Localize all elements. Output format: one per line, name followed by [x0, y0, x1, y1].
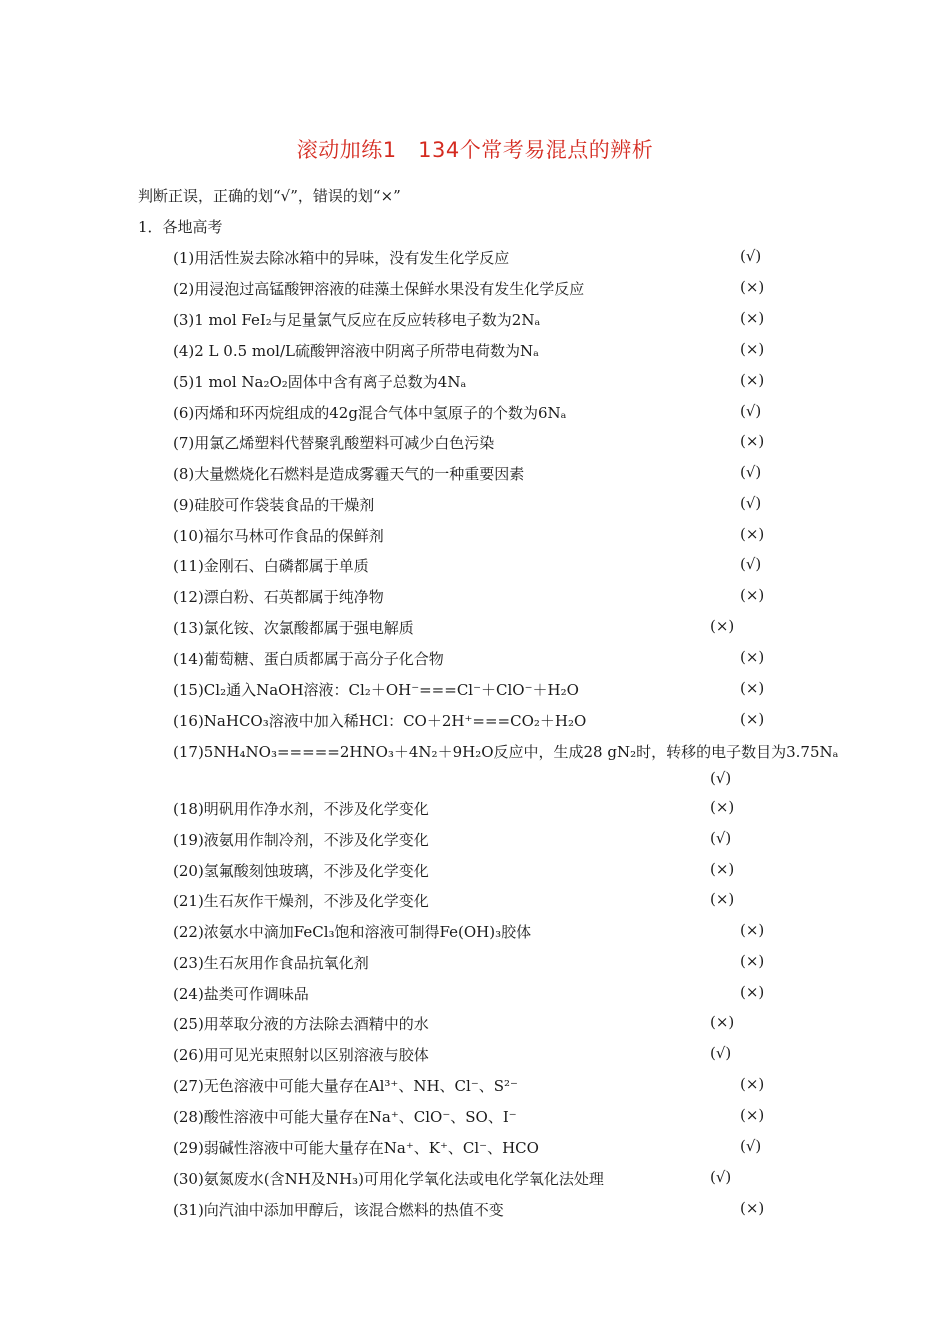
question-item: (1)用活性炭去除冰箱中的异味，没有发生化学反应 [173, 249, 510, 267]
answer-mark: (×) [740, 952, 765, 970]
question-item: (20)氢氟酸刻蚀玻璃，不涉及化学变化 [173, 862, 429, 880]
answer-mark: (√) [710, 769, 732, 787]
question-item: (14)葡萄糖、蛋白质都属于高分子化合物 [173, 650, 444, 668]
answer-mark: (√) [740, 555, 762, 573]
question-item: (15)Cl₂通入NaOH溶液：Cl₂＋OH⁻===Cl⁻＋ClO⁻＋H₂O [173, 681, 579, 699]
page-title: 滚动加练1 134个常考易混点的辨析 [296, 138, 654, 162]
question-item: (2)用浸泡过高锰酸钾溶液的硅藻土保鲜水果没有发生化学反应 [173, 280, 585, 298]
answer-mark: (×) [740, 648, 765, 666]
question-item: (5)1 mol Na₂O₂固体中含有离子总数为4Nₐ [173, 373, 467, 391]
answer-mark: (√) [710, 829, 732, 847]
question-item: (26)用可见光束照射以区别溶液与胶体 [173, 1046, 429, 1064]
answer-mark: (×) [740, 1106, 765, 1124]
question-item: (10)福尔马林可作食品的保鲜剂 [173, 527, 384, 545]
question-item: (21)生石灰作干燥剂，不涉及化学变化 [173, 892, 429, 910]
answer-mark: (×) [740, 679, 765, 697]
answer-mark: (×) [740, 432, 765, 450]
question-item: (25)用萃取分液的方法除去酒精中的水 [173, 1015, 429, 1033]
answer-mark: (×) [710, 617, 735, 635]
answer-mark: (×) [740, 983, 765, 1001]
answer-mark: (×) [710, 1013, 735, 1031]
question-item: (13)氯化铵、次氯酸都属于强电解质 [173, 619, 414, 637]
answer-mark: (×) [740, 371, 765, 389]
question-item: (29)弱碱性溶液中可能大量存在Na⁺、K⁺、Cl⁻、HCO [173, 1139, 539, 1157]
question-item: (8)大量燃烧化石燃料是造成雾霾天气的一种重要因素 [173, 465, 525, 483]
answer-mark: (√) [740, 494, 762, 512]
answer-mark: (×) [710, 798, 735, 816]
question-item: (24)盐类可作调味品 [173, 985, 309, 1003]
answer-mark: (√) [740, 402, 762, 420]
question-item: (23)生石灰用作食品抗氧化剂 [173, 954, 369, 972]
instruction: 判断正误，正确的划“√”，错误的划“×” [138, 187, 401, 205]
question-item: (11)金刚石、白磷都属于单质 [173, 557, 369, 575]
answer-mark: (√) [710, 1168, 732, 1186]
question-item: (27)无色溶液中可能大量存在Al³⁺、NH、Cl⁻、S²⁻ [173, 1077, 518, 1095]
answer-mark: (×) [710, 890, 735, 908]
answer-mark: (×) [740, 340, 765, 358]
question-item: (31)向汽油中添加甲醇后，该混合燃料的热值不变 [173, 1201, 504, 1219]
answer-mark: (×) [740, 525, 765, 543]
answer-mark: (×) [740, 309, 765, 327]
question-item: (6)丙烯和环丙烷组成的42g混合气体中氢原子的个数为6Nₐ [173, 404, 567, 422]
answer-mark: (√) [740, 1137, 762, 1155]
question-item: (17)5NH₄NO₃=====2HNO₃＋4N₂＋9H₂O反应中，生成28 gN₂时，转移的电子数目为3.75Nₐ [173, 743, 839, 761]
question-item: (12)漂白粉、石英都属于纯净物 [173, 588, 384, 606]
question-item: (16)NaHCO₃溶液中加入稀HCl：CO＋2H⁺===CO₂＋H₂O [173, 712, 587, 730]
question-item: (7)用氯乙烯塑料代替聚乳酸塑料可减少白色污染 [173, 434, 495, 452]
answer-mark: (×) [710, 860, 735, 878]
answer-mark: (√) [740, 463, 762, 481]
question-item: (18)明矾用作净水剂，不涉及化学变化 [173, 800, 429, 818]
answer-mark: (×) [740, 1075, 765, 1093]
question-item: (4)2 L 0.5 mol/L硫酸钾溶液中阴离子所带电荷数为Nₐ [173, 342, 539, 360]
answer-mark: (×) [740, 710, 765, 728]
answer-mark: (×) [740, 1199, 765, 1217]
answer-mark: (×) [740, 921, 765, 939]
answer-mark: (√) [740, 247, 762, 265]
question-item: (3)1 mol FeI₂与足量氯气反应在反应转移电子数为2Nₐ [173, 311, 541, 329]
question-item: (28)酸性溶液中可能大量存在Na⁺、ClO⁻、SO、I⁻ [173, 1108, 517, 1126]
answer-mark: (√) [710, 1044, 732, 1062]
answer-mark: (×) [740, 278, 765, 296]
question-item: (19)液氨用作制冷剂，不涉及化学变化 [173, 831, 429, 849]
question-item: (22)浓氨水中滴加FeCl₃饱和溶液可制得Fe(OH)₃胶体 [173, 923, 532, 941]
question-item: (9)硅胶可作袋装食品的干燥剂 [173, 496, 375, 514]
section-heading: 1．各地高考 [138, 218, 223, 236]
question-item: (30)氨氮废水(含NH及NH₃)可用化学氧化法或电化学氧化法处理 [173, 1170, 604, 1188]
answer-mark: (×) [740, 586, 765, 604]
